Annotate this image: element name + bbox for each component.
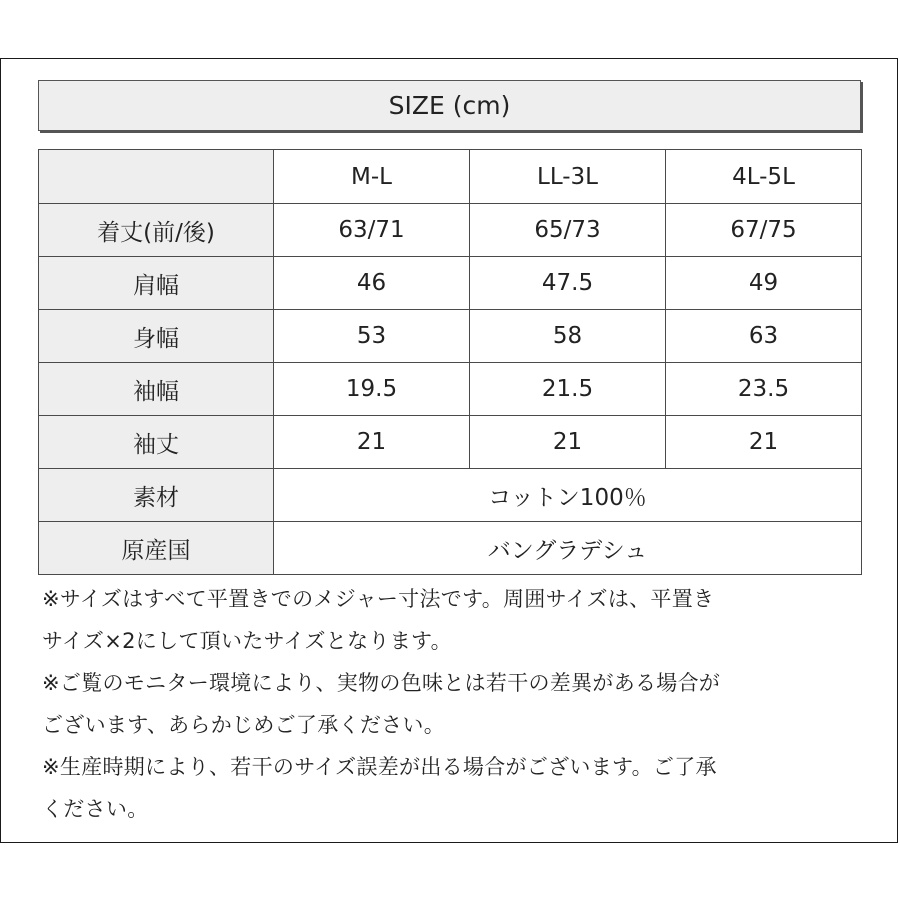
row-label: 袖丈	[39, 416, 274, 469]
row-label: 袖幅	[39, 363, 274, 416]
table-cell: 63/71	[274, 204, 470, 257]
table-row	[39, 204, 862, 257]
origin-label: 原産国	[39, 522, 274, 575]
row-label: 着丈(前/後)	[39, 204, 274, 257]
table-cell: 58	[470, 310, 666, 363]
size-title-text: SIZE (cm)	[388, 91, 511, 120]
table-cell: 21.5	[470, 363, 666, 416]
notes-block	[42, 578, 862, 830]
origin-row	[39, 522, 862, 575]
table-cell: 46	[274, 257, 470, 310]
table-row	[39, 363, 862, 416]
table-cell: 19.5	[274, 363, 470, 416]
table-row	[39, 416, 862, 469]
header-size-m-l: M-L	[274, 150, 470, 204]
table-cell: 21	[274, 416, 470, 469]
table-cell: 21	[470, 416, 666, 469]
table-cell: 63	[666, 310, 862, 363]
note-line: ございます、あらかじめご了承ください。	[42, 713, 446, 737]
table-cell: 53	[274, 310, 470, 363]
material-value: コットン100％	[274, 469, 862, 522]
header-size-4l-5l: 4L-5L	[666, 150, 862, 204]
note-line: ください。	[42, 797, 149, 821]
table-row	[39, 310, 862, 363]
material-row	[39, 469, 862, 522]
table-cell: 47.5	[470, 257, 666, 310]
size-title	[38, 80, 861, 131]
table-header-row	[39, 150, 862, 204]
note-line: ※サイズはすべて平置きでのメジャー寸法です。周囲サイズは、平置き	[42, 587, 715, 611]
row-label: 身幅	[39, 310, 274, 363]
material-label: 素材	[39, 469, 274, 522]
size-table	[38, 149, 862, 575]
note-line: ※生産時期により、若干のサイズ誤差が出る場合がございます。ご了承	[42, 755, 717, 779]
row-label: 肩幅	[39, 257, 274, 310]
header-corner	[39, 150, 274, 204]
table-cell: 21	[666, 416, 862, 469]
origin-value: バングラデシュ	[274, 522, 862, 575]
table-cell: 65/73	[470, 204, 666, 257]
note-line: ※ご覧のモニター環境により、実物の色味とは若干の差異がある場合が	[42, 671, 721, 695]
header-size-ll-3l: LL-3L	[470, 150, 666, 204]
table-cell: 49	[666, 257, 862, 310]
table-cell: 23.5	[666, 363, 862, 416]
table-row	[39, 257, 862, 310]
note-line: サイズ×2にして頂いたサイズとなります。	[42, 629, 452, 653]
table-cell: 67/75	[666, 204, 862, 257]
